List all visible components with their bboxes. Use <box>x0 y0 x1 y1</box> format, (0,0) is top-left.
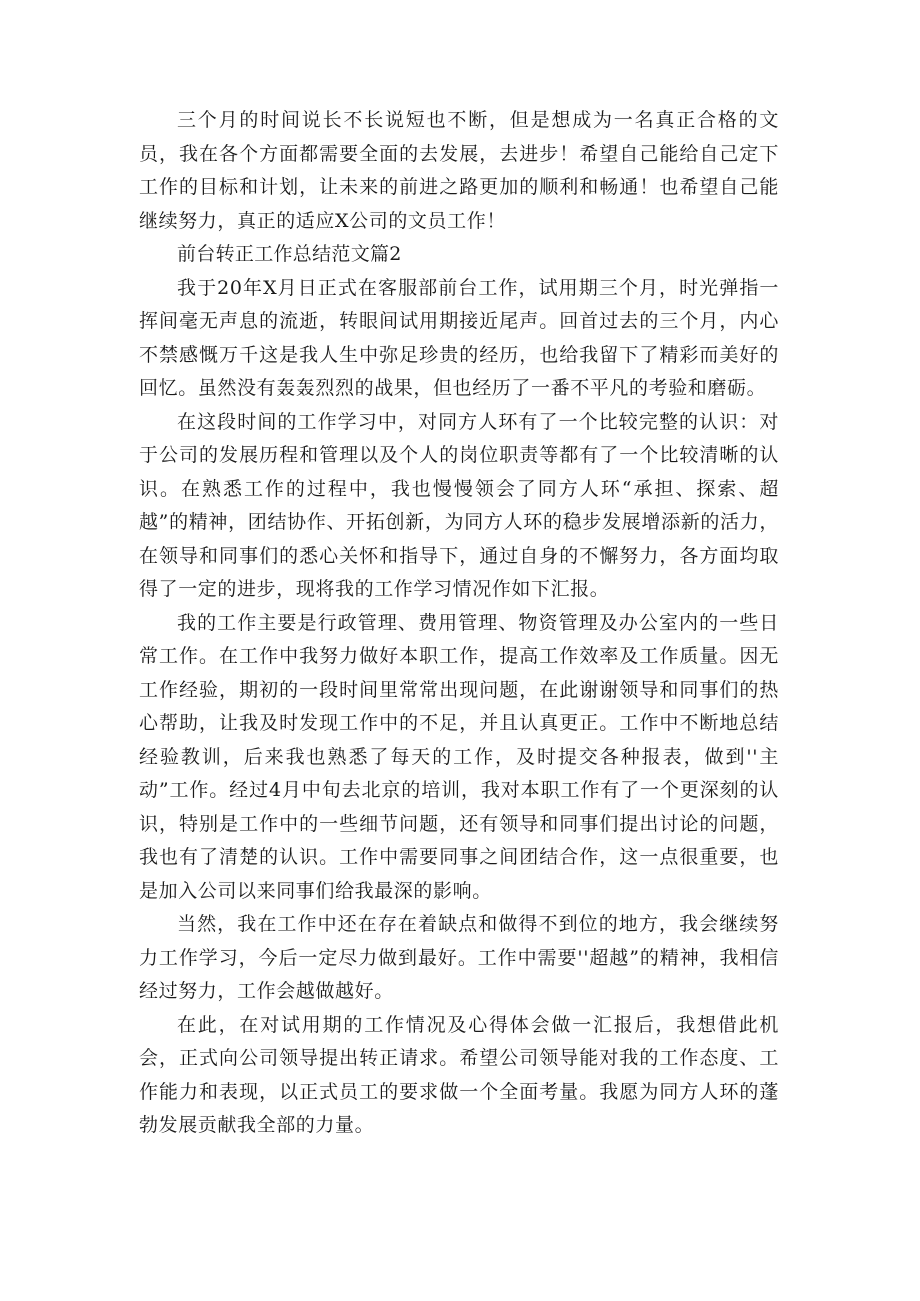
paragraph-request: 在此，在对试用期的工作情况及心得体会做一汇报后，我想借此机会，正式向公司领导提出转正请求。希望公司领导能对我的工作态度、工作能力和表现，以正式员工的要求做一个全面考量。我愿为同方人环的蓬勃发展贡献我全部的力量。 <box>139 1013 779 1136</box>
paragraph-understanding: 在这段时间的工作学习中，对同方人环有了一个比较完整的认识：对于公司的发展历程和管理以及个人的岗位职责等都有了一个比较清晰的认识。在熟悉工作的过程中，我也慢慢领会了同方人环“承担、探索、超越”的精神，团结协作、开拓创新，为同方人环的稳步发展增添新的活力，在领导和同事们的悉心关怀和指导下，通过自身的不懈努力，各方面均取得了一定的进步，现将我的工作学习情况作如下汇报。 <box>139 410 779 600</box>
document-page <box>139 104 779 1143</box>
paragraph-intro: 我于20年X月日正式在客服部前台工作，试用期三个月，时光弹指一挥间毫无声息的流逝，转眼间试用期接近尾声。回首过去的三个月，内心不禁感慨万千这是我人生中弥足珍贵的经历，也给我留下了精彩而美好的回忆。虽然没有轰轰烈烈的战果，但也经历了一番不平凡的考验和磨砺。 <box>139 276 779 399</box>
paragraph-conclusion-1: 三个月的时间说长不长说短也不断，但是想成为一名真正合格的文员，我在各个方面都需要全面的去发展，去进步！希望自己能给自己定下工作的目标和计划，让未来的前进之路更加的顺利和畅通！也希望自己能继续努力，真正的适应X公司的文员工作！ <box>139 109 779 232</box>
paragraph-work-duties: 我的工作主要是行政管理、费用管理、物资管理及办公室内的一些日常工作。在工作中我努力做好本职工作，提高工作效率及工作质量。因无工作经验，期初的一段时间里常常出现问题，在此谢谢领导和同事们的热心帮助，让我及时发现工作中的不足，并且认真更正。工作中不断地总结经验教训，后来我也熟悉了每天的工作，及时提交各种报表，做到''主动”工作。经过4月中旬去北京的培训，我对本职工作有了一个更深刻的认识，特别是工作中的一些细节问题，还有领导和同事们提出讨论的问题，我也有了清楚的认识。工作中需要同事之间团结合作，这一点很重要，也是加入公司以来同事们给我最深的影响。 <box>139 611 779 902</box>
section-heading: 前台转正工作总结范文篇2 <box>177 243 402 265</box>
paragraph-shortcomings: 当然，我在工作中还在存在着缺点和做得不到位的地方，我会继续努力工作学习，今后一定尽力做到最好。工作中需要''超越”的精神，我相信经过努力，工作会越做越好。 <box>139 913 779 1002</box>
